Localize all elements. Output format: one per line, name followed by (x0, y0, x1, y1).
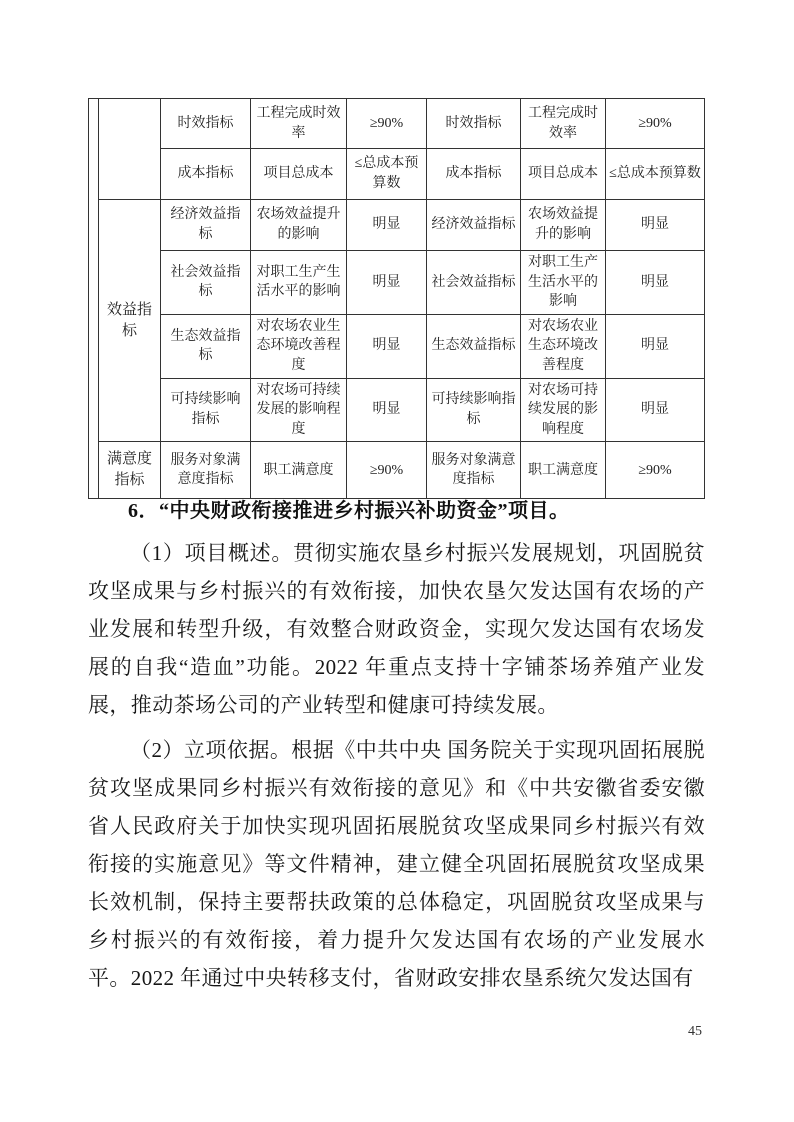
table-cell: 农场效益提升的影响 (521, 200, 606, 251)
table-cell-group-empty (99, 99, 161, 200)
table-cell: 明显 (347, 378, 427, 442)
table-cell-group-benefit: 效益指标 (99, 200, 161, 442)
table-cell: 社会效益指标 (427, 251, 521, 315)
section-heading: 6．“中央财政衔接推进乡村振兴补助资金”项目。 (128, 500, 570, 522)
table-cell: 对农场可持续发展的影响程度 (521, 378, 606, 442)
table-cell: 时效指标 (161, 99, 251, 149)
table-cell-left-margin (89, 99, 99, 499)
table-row-satisfaction (89, 442, 705, 499)
table-row-ecological-benefit (89, 314, 705, 378)
table-row-sustainability (89, 378, 705, 442)
table-row-timeliness (89, 99, 705, 149)
table-row-social-benefit (89, 251, 705, 315)
table-cell: 明显 (347, 251, 427, 315)
table-cell: 明显 (606, 378, 705, 442)
table-cell: 工程完成时效率 (521, 99, 606, 149)
table-cell: 生态效益指标 (427, 314, 521, 378)
table-cell: ≤总成本预算数 (606, 149, 705, 200)
table-cell: 时效指标 (427, 99, 521, 149)
table-cell: 服务对象满意度指标 (161, 442, 251, 499)
table-cell: ≤总成本预算数 (347, 149, 427, 200)
table-cell: 对农场农业生态环境改善程度 (521, 314, 606, 378)
page-number: 45 (688, 1024, 702, 1039)
table-cell: 生态效益指标 (161, 314, 251, 378)
table-cell: 明显 (606, 251, 705, 315)
table-cell: 可持续影响指标 (427, 378, 521, 442)
table-cell: 工程完成时效率 (251, 99, 347, 149)
table-cell: 经济效益指标 (427, 200, 521, 251)
paragraph-project-basis: （2）立项依据。根据《中共中央 国务院关于实现巩固拓展脱贫攻坚成果同乡村振兴有效衔接的意见》和《中共安徽省委安徽省人民政府关于加快实现巩固拓展脱贫攻坚成果同乡村振兴有效衔接的实施意见》等文件精神，建立健全巩固拓展脱贫攻坚成果长效机制，保持主要帮扶政策的总体稳定，巩固脱贫攻坚成果与乡村振兴的有效衔接，着力提升欠发达国有农场的产业发展水平。2022 年通过中央转移支付，省财政安排农垦系统欠发达国有 (88, 738, 705, 990)
table-cell: 农场效益提升的影响 (251, 200, 347, 251)
table-cell: 明显 (606, 314, 705, 378)
table-cell: 社会效益指标 (161, 251, 251, 315)
table-cell: 项目总成本 (251, 149, 347, 200)
paragraph-project-overview: （1）项目概述。贯彻实施农垦乡村振兴发展规划，巩固脱贫攻坚成果与乡村振兴的有效衔接，加快农垦欠发达国有农场的产业发展和转型升级，有效整合财政资金，实现欠发达国有农场发展的自我“造血”功能。2022 年重点支持十字铺茶场养殖产业发展，推动茶场公司的产业转型和健康可持续发展。 (88, 541, 705, 717)
table-cell: ≥90% (347, 442, 427, 499)
table-cell: ≥90% (606, 99, 705, 149)
table-cell-group-satisfaction: 满意度指标 (99, 442, 161, 499)
indicator-table (88, 98, 705, 499)
table-cell: ≥90% (347, 99, 427, 149)
table-cell: 对农场可持续发展的影响程度 (251, 378, 347, 442)
table-cell: ≥90% (606, 442, 705, 499)
table-cell: 明显 (606, 200, 705, 251)
table-cell: 服务对象满意度指标 (427, 442, 521, 499)
table-cell: 明显 (347, 314, 427, 378)
table-cell: 对农场农业生态环境改善程度 (251, 314, 347, 378)
table-cell: 明显 (347, 200, 427, 251)
table-cell: 成本指标 (161, 149, 251, 200)
table-cell: 可持续影响指标 (161, 378, 251, 442)
table-cell: 职工满意度 (251, 442, 347, 499)
table-cell: 经济效益指标 (161, 200, 251, 251)
table-cell: 对职工生产生活水平的影响 (521, 251, 606, 315)
table-row-cost (89, 149, 705, 200)
table-row-economic-benefit (89, 200, 705, 251)
table-cell: 职工满意度 (521, 442, 606, 499)
table-cell: 成本指标 (427, 149, 521, 200)
table-cell: 项目总成本 (521, 149, 606, 200)
table-cell: 对职工生产生活水平的影响 (251, 251, 347, 315)
